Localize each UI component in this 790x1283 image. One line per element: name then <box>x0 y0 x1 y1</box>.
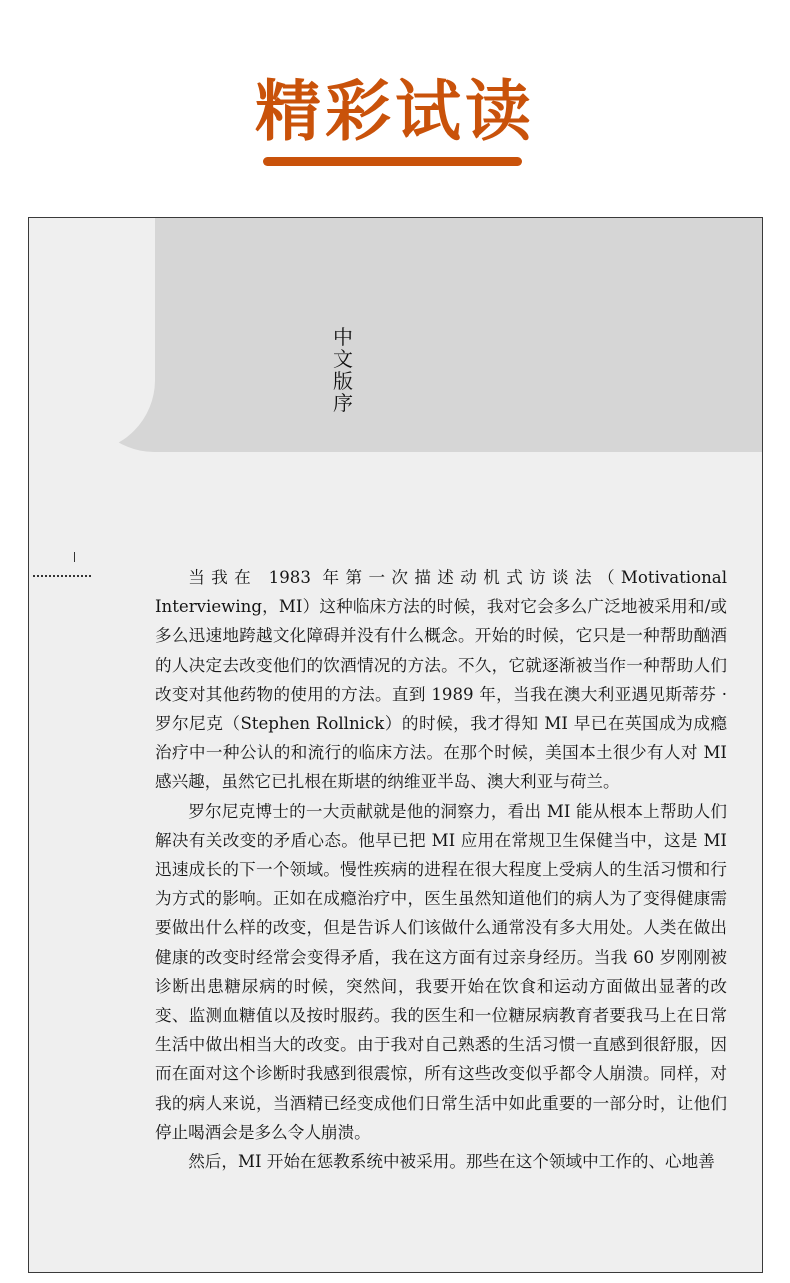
chapter-title-char: 序 <box>333 391 353 415</box>
paragraph: 罗尔尼克博士的一大贡献就是他的洞察力，看出 MI 能从根本上帮助人们解决有关改变的矛盾心态。他早已把 MI 应用在常规卫生保健当中，这是 MI 迅速成长的下一个领域。慢性疾病的进程在很大程度上受病人的生活习惯和行为方式的影响。正如在成瘾治疗中，医生虽然知道他们的病人为了变得健康需要做出什么样的改变，但是告诉人们该做什么通常没有多大用处。人类在做出健康的改变时经常会变得矛盾，我在这方面有过亲身经历。当我 60 岁刚刚被诊断出患糖尿病的时候，突然间，我要开始在饮食和运动方面做出显著的改变、监测血糖值以及按时服药。我的医生和一位糖尿病教育者要我马上在日常生活中做出相当大的改变。由于我对自己熟悉的生活习惯一直感到很舒服，因而在面对这个诊断时我感到很震惊，所有这些改变似乎都令人崩溃。同样，对我的病人来说，当酒精已经变成他们日常生活中如此重要的一部分时，让他们停止喝酒会是多么令人崩溃。 <box>155 801 727 1142</box>
chapter-title <box>331 326 355 414</box>
body-text <box>155 563 727 1176</box>
heading-underline <box>263 157 522 166</box>
chapter-title-char: 中 <box>333 325 353 349</box>
margin-tick-mark <box>74 552 75 562</box>
page-heading: 精彩试读 <box>255 73 535 150</box>
paragraph: 然后，MI 开始在惩教系统中被采用。那些在这个领域中工作的、心地善 <box>188 1152 715 1172</box>
chapter-header-band <box>84 218 763 452</box>
chapter-title-char: 版 <box>333 369 353 393</box>
chapter-title-char: 文 <box>333 347 353 371</box>
paragraph: 当我在 1983 年第一次描述动机式访谈法（Motivational Interviewing，MI）这种临床方法的时候，我对它会多么广泛地被采用和/或多么迅速地跨越文化障碍并没有什么概念。开始的时候，它只是一种帮助酗酒的人决定去改变他们的饮酒情况的方法。不久，它就逐渐被当作一种帮助人们改变对其他药物的使用的方法。直到 1989 年，当我在澳大利亚遇见斯蒂芬 · 罗尔尼克（Stephen Rollnick）的时候，我才得知 MI 早已在英国成为成瘾治疗中一种公认的和流行的临床方法。在那个时候，美国本土很少有人对 MI 感兴趣，虽然它已扎根在斯堪的纳维亚半岛、澳大利亚与荷兰。 <box>155 568 727 792</box>
band-corner-curve <box>29 218 155 452</box>
margin-dotted-leader <box>33 575 91 577</box>
book-page <box>28 217 763 1273</box>
